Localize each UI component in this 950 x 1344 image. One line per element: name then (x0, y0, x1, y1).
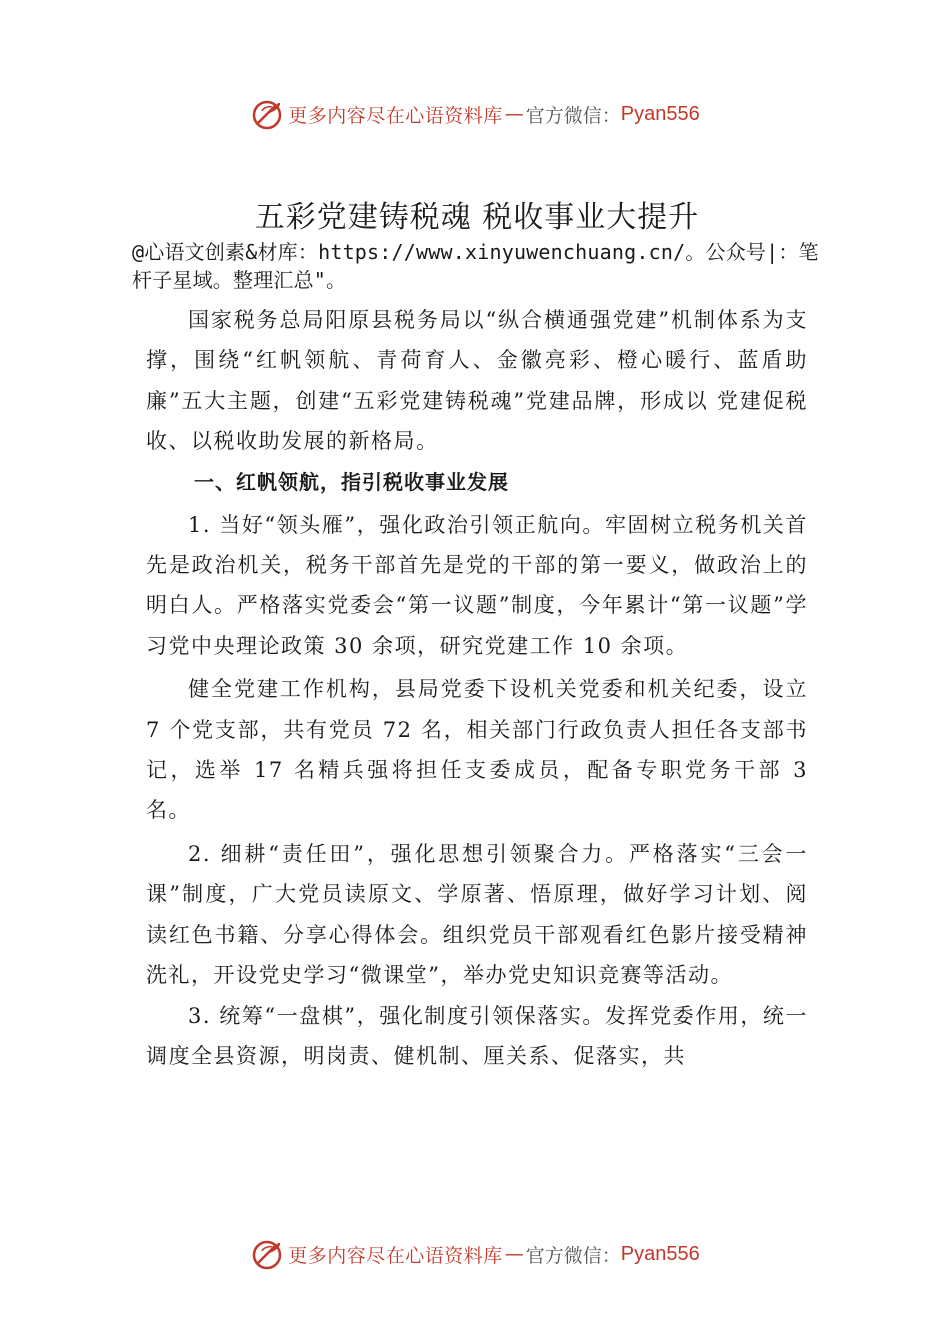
document-body (132, 198, 822, 1076)
banner-wechat-id: Pyan556 (620, 102, 700, 125)
section-heading: 一、红帆领航，指引税收事业发展 (194, 469, 509, 494)
document-title: 五彩党建铸税魂 税收事业大提升 (254, 200, 700, 235)
banner-wechat-id: Pyan556 (620, 1242, 700, 1265)
banner-slogan: 更多内容尽在心语资料库 (288, 104, 503, 127)
paragraph-2: 健全党建工作机构，县局党委下设机关党委和机关纪委，设立 7 个党支部，共有党员 72 名，相关部门行政负责人担任各支部书记，选举 17 名精兵强将担任支委成员，配备专职党务干部 3 名。 (146, 677, 808, 823)
banner-dash: — (504, 103, 524, 125)
source-note: @心语文创素&材库：https://www.xinyuwenchuang.cn/。公众号|：笔杆子星域。整理汇总"。 (132, 240, 819, 292)
banner-wechat-label: 官方微信： (525, 104, 621, 127)
intro-paragraph: 国家税务总局阳原县税务局以“纵合横通强党建”机制体系为支撑，围绕“红帆领航、青荷育人、金徽亮彩、橙心暖行、蓝盾助廉”五大主题，创建“五彩党建铸税魂”党建品牌，形成以 党建促税收、以税收助发展的新格局。 (146, 308, 808, 454)
paragraph-1: 1. 当好“领头雁”，强化政治引领正航向。牢固树立税务机关首先是政治机关，税务干部首先是党的干部的第一要义，做政治上的明白人。严格落实党委会“第一议题”制度，今年累计“第一议题”学习党中央理论政策 30 余项，研究党建工作 10 余项。 (146, 512, 808, 658)
banner-slogan: 更多内容尽在心语资料库 (288, 1244, 503, 1267)
banner-dash: — (504, 1243, 524, 1265)
banner-wechat-label: 官方微信： (525, 1244, 621, 1267)
article-text (132, 300, 808, 1076)
header-banner (0, 94, 950, 134)
quill-logo-icon (250, 97, 284, 131)
quill-logo-icon (250, 1237, 284, 1271)
footer-banner (0, 1234, 950, 1274)
paragraph-3: 2. 细耕“责任田”，强化思想引领聚合力。严格落实“三会一课”制度，广大党员读原文、学原著、悟原理，做好学习计划、阅读红色书籍、分享心得体会。组织党员干部观看红色影片接受精神洗礼，开设党史学习“微课堂”，举办党史知识竞赛等活动。 (146, 841, 808, 988)
paragraph-4: 3. 统筹“一盘棋”，强化制度引领保落实。发挥党委作用，统一调度全县资源，明岗责、健机制、厘关系、促落实，共 (146, 1003, 808, 1068)
